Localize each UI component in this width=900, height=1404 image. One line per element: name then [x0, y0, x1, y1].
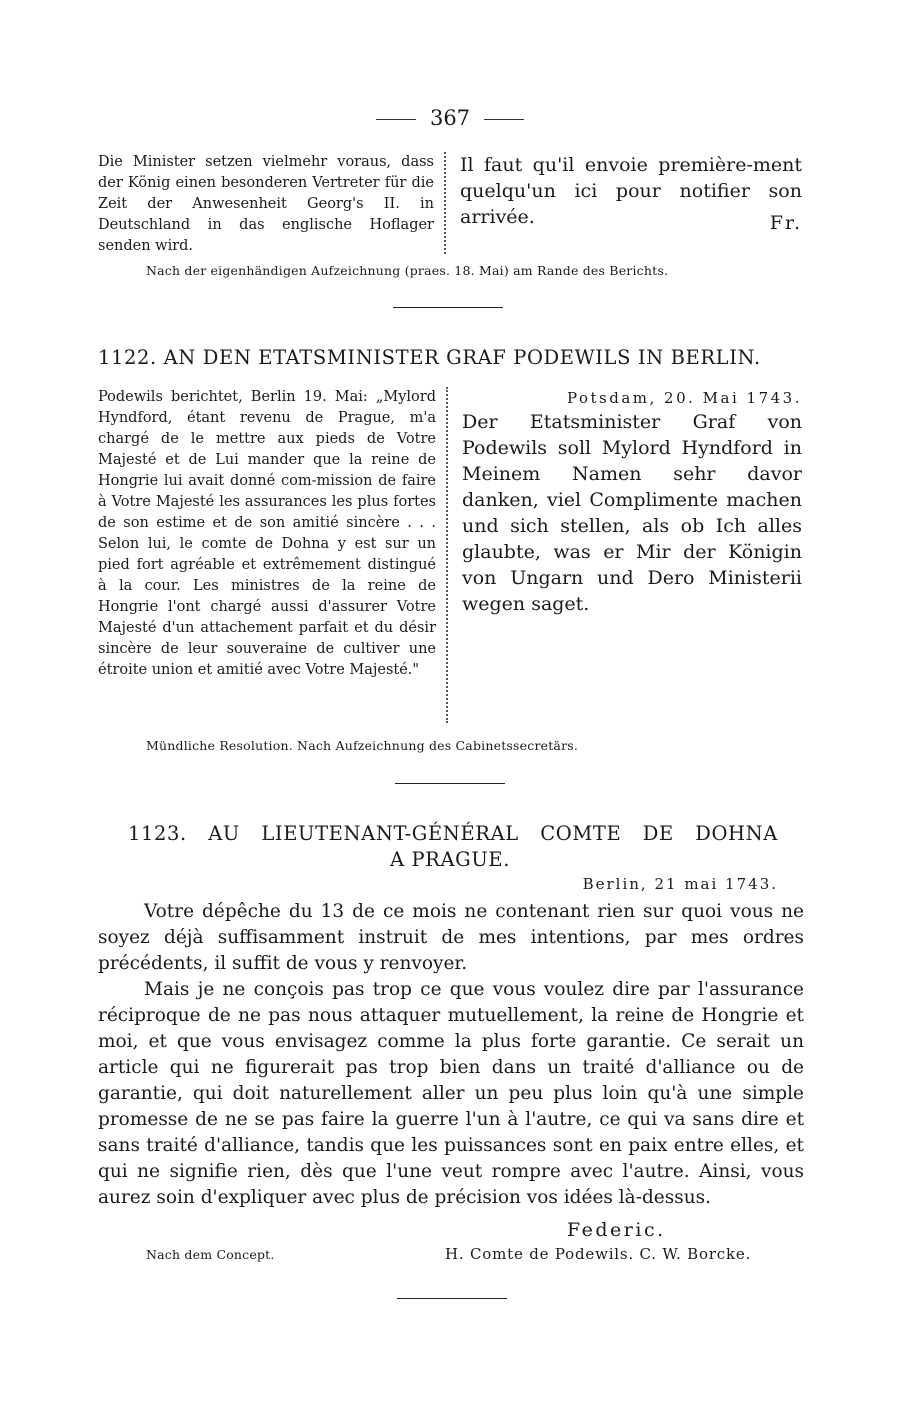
letter-1123-dateline: Berlin, 21 mai 1743. — [582, 875, 778, 893]
page-number-line — [0, 106, 900, 130]
letter-1122-dateline: Potsdam, 20. Mai 1743. — [567, 389, 802, 407]
top-source-note: Nach der eigenhändigen Aufzeichnung (praes. 18. Mai) am Rande des Berichts. — [146, 263, 669, 278]
section-rule-3 — [397, 1298, 507, 1299]
top-left-column — [98, 152, 444, 257]
letter-1123-paragraph-2: Mais je ne conçois pas trop ce que vous voulez dire par l'assurance réciproque de ne pas nous attaquer mutuellement, la reine de Hongrie et moi, et que vous envisagez comme la plus forte garantie. Ce serait un article qui ne figurerait pas trop bien dans un traité d'alliance ou de garantie, qui doit naturellement aller un peu plus loin qu'à une simple promesse de ne se pas faire la guerre l'un à l'autre, ce qui va sans dire et sans traité d'alliance, tandis que les puissances sont en paix entre elles, et qui ne signifie rien, dès que l'une veut rompre avec l'autre. Ainsi, vous aurez soin d'expliquer avec plus de précision vos idées là-dessus. — [98, 979, 804, 1208]
section-rule-2 — [395, 783, 505, 784]
letter-1123-body — [98, 899, 804, 1211]
top-right-signature: Fr. — [769, 212, 802, 234]
letter-1123-signature: Federic. — [567, 1219, 666, 1241]
letter-1122-right-column — [448, 387, 802, 723]
letter-1123-paragraph-1: Votre dépêche du 13 de ce mois ne contenant rien sur quoi vous ne soyez déjà suffisamment instruit de mes intentions, par mes ordres précédents, il suffit de vous y renvoyer. — [98, 901, 804, 974]
page-number: 367 — [429, 106, 471, 130]
letter-1123-countersignature: H. Comte de Podewils. C. W. Borcke. — [445, 1245, 752, 1263]
letter-1122-source-note: Mündliche Resolution. Nach Aufzeichnung des Cabinetssecretärs. — [146, 738, 579, 753]
letter-1122-resolution-text: Der Etatsminister Graf von Podewils soll Mylord Hyndford in Meinem Namen sehr davor danken, viel Complimente machen und sich stellen, als ob Ich alles glaubte, was er Mir der Königin von Ungarn und Dero Ministerii wegen saget. — [462, 411, 802, 615]
letter-1122-left-column — [98, 387, 446, 723]
letter-1123-source-note: Nach dem Concept. — [146, 1247, 275, 1262]
podewils-report-text: Podewils berichtet, Berlin 19. Mai: „Mylord Hyndford, étant revenu de Prague, m'a chargé de le mettre aux pieds de Votre Majesté et de Lui mander que la reine de Hongrie lui avait donné com-mission de faire à Votre Majesté les assurances les plus fortes de son estime et de son amitié sincère . . . Selon lui, le comte de Dohna y est sur un pied fort agréable et extrêmement distingué à la cour. Les ministres de la reine de Hongrie l'ont chargé aussi d'assurer Votre Majesté d'un attachement parfait et du désir sincère de leur souveraine de cultiver une étroite union et amitié avec Votre Majesté." — [98, 389, 436, 678]
right-dash — [484, 119, 524, 120]
letter-1123-heading-line1: 1123. AU LIEUTENANT-GÉNÉRAL COMTE DE DOHNA — [128, 822, 778, 845]
letter-1122-columns — [98, 387, 804, 723]
letter-1123-heading-line2: A PRAGUE. — [389, 848, 510, 871]
top-left-text: Die Minister setzen vielmehr voraus, dass der König einen besonderen Vertreter für die Zeit der Anwesenheit Georg's II. in Deutschland in das englische Hoflager senden wird. — [98, 154, 434, 254]
top-right-column — [446, 152, 802, 257]
top-two-column-block — [98, 152, 804, 257]
section-rule-1 — [393, 307, 503, 308]
letter-1122-heading: 1122. AN DEN ETATSMINISTER GRAF PODEWILS IN BERLIN. — [98, 346, 761, 369]
left-dash — [376, 119, 416, 120]
top-right-text: Il faut qu'il envoie première-ment quelqu'un ici pour notifier son arrivée. — [460, 154, 802, 228]
